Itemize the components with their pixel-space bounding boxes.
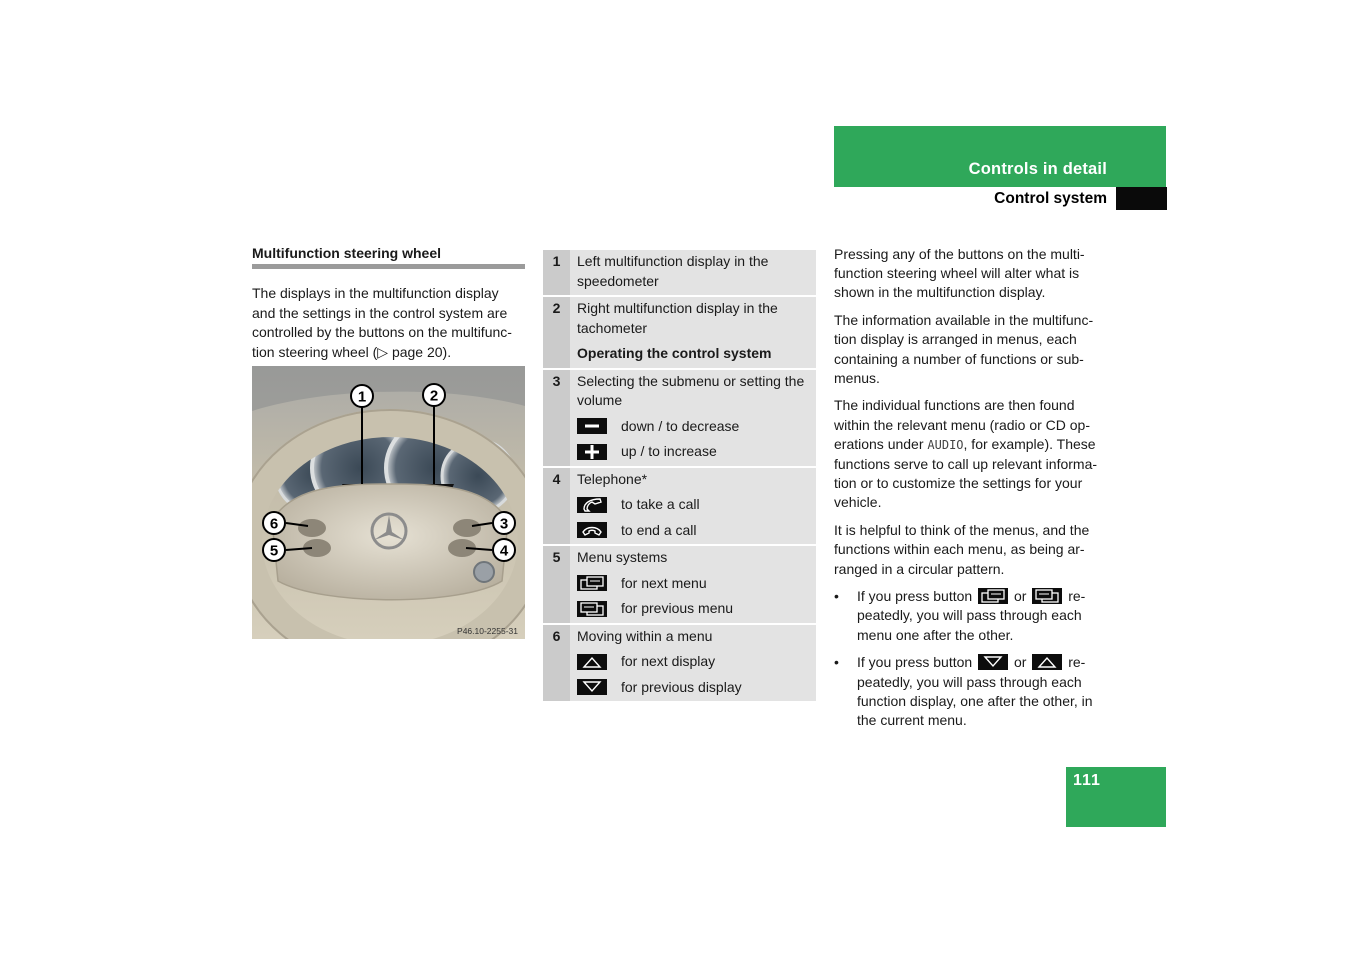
next-menu-key-icon [577, 575, 607, 591]
down-key-icon [978, 654, 1008, 670]
sub-text: to take a call [621, 496, 700, 512]
sub-text: to end a call [621, 521, 697, 538]
previous-menu-key-icon [577, 601, 607, 617]
button-cluster-right-upper [453, 519, 481, 537]
row-number: 3 [543, 370, 570, 466]
row-text: Telephone* [577, 470, 648, 487]
minus-key-icon [577, 418, 607, 434]
previous-menu-key-icon [1032, 588, 1062, 604]
table-row [543, 297, 816, 370]
row-heading: Operating the control system [577, 345, 772, 361]
intro-paragraph: The displays in the multifunction display and the settings in the control system are controlled by the buttons on the multifunc-tion steering wheel (▷ page 20). [252, 285, 512, 360]
ignition-lock [474, 562, 494, 582]
callout-4: 4 [499, 542, 509, 560]
bullet-icon: • [834, 588, 839, 605]
sub-text: for next display [621, 653, 716, 669]
sub-text: for previous menu [621, 600, 734, 616]
controls-table [543, 250, 816, 703]
callout-1: 1 [357, 388, 367, 406]
paragraph-3: The individual functions are then found within the relevant menu (radio or CD op-erations under AUDIO, for example). These functions serve to call up relevant informa-tion or to customize the settings for your vehicle. [834, 397, 1098, 511]
row-text: Menu systems [577, 549, 668, 565]
table-row [543, 625, 816, 704]
page-number-tab [1066, 767, 1166, 827]
row-text: Selecting the submenu or setting the volume [577, 372, 805, 408]
down-key-icon [577, 679, 607, 695]
header-tab-marker [1116, 187, 1167, 210]
up-key-icon [1032, 654, 1062, 670]
sub-text: for next menu [621, 574, 707, 591]
callout-6: 6 [269, 515, 279, 533]
table-row [543, 370, 816, 468]
row-number: 5 [543, 546, 570, 623]
right-column [834, 245, 1110, 739]
row-text: Right multifunction display in the tachometer [577, 300, 778, 336]
row-number: 6 [543, 625, 570, 702]
page-number: 111 [1073, 772, 1101, 789]
up-key-icon [577, 654, 607, 670]
next-menu-key-icon [978, 588, 1008, 604]
row-text: Moving within a menu [577, 627, 713, 644]
bullet-icon: • [834, 654, 839, 671]
paragraph-2: The information available in the multifunc-tion display is arranged in menus, each containing a number of functions or sub-menus. [834, 312, 1094, 386]
audio-menu-label: AUDIO [927, 437, 964, 452]
sub-text: up / to increase [621, 443, 717, 459]
callout-3: 3 [499, 515, 509, 533]
sub-text: down / to decrease [621, 417, 740, 434]
table-row [543, 250, 816, 297]
bullet-item-menus: • If you press button or re-peatedly, you will pass through each menu one after the other. [834, 587, 1110, 645]
row-number: 1 [543, 250, 570, 295]
callout-2: 2 [429, 387, 439, 405]
row-text: Left multifunction display in the speedometer [577, 253, 769, 289]
figure-code: P46.10-2255-31 [457, 626, 518, 636]
phone-answer-icon [577, 497, 607, 513]
callout-5: 5 [269, 542, 279, 560]
bullet-item-displays: • If you press button or re-peatedly, you will pass through each function display, one after the other, in the current menu. [834, 653, 1110, 730]
paragraph-1: Pressing any of the buttons on the multi-function steering wheel will alter what is shown in the multifunction display. [834, 246, 1085, 301]
chapter-title: Controls in detail [968, 160, 1107, 178]
table-row [543, 468, 816, 547]
section-title: Control system [994, 190, 1107, 207]
paragraph-4: It is helpful to think of the menus, and the functions within each menu, as being ar-ranged in a circular pattern. [834, 522, 1090, 577]
left-column [252, 245, 525, 362]
header-band [834, 126, 1166, 187]
plus-key-icon [577, 444, 607, 460]
table-row [543, 546, 816, 625]
heading-multifunction-steering-wheel: Multifunction steering wheel [252, 245, 525, 269]
row-number: 4 [543, 468, 570, 545]
sub-text: for previous display [621, 678, 742, 695]
row-number: 2 [543, 297, 570, 368]
steering-wheel-figure [252, 366, 525, 639]
button-cluster-left-upper [298, 519, 326, 537]
phone-end-icon [577, 522, 607, 538]
